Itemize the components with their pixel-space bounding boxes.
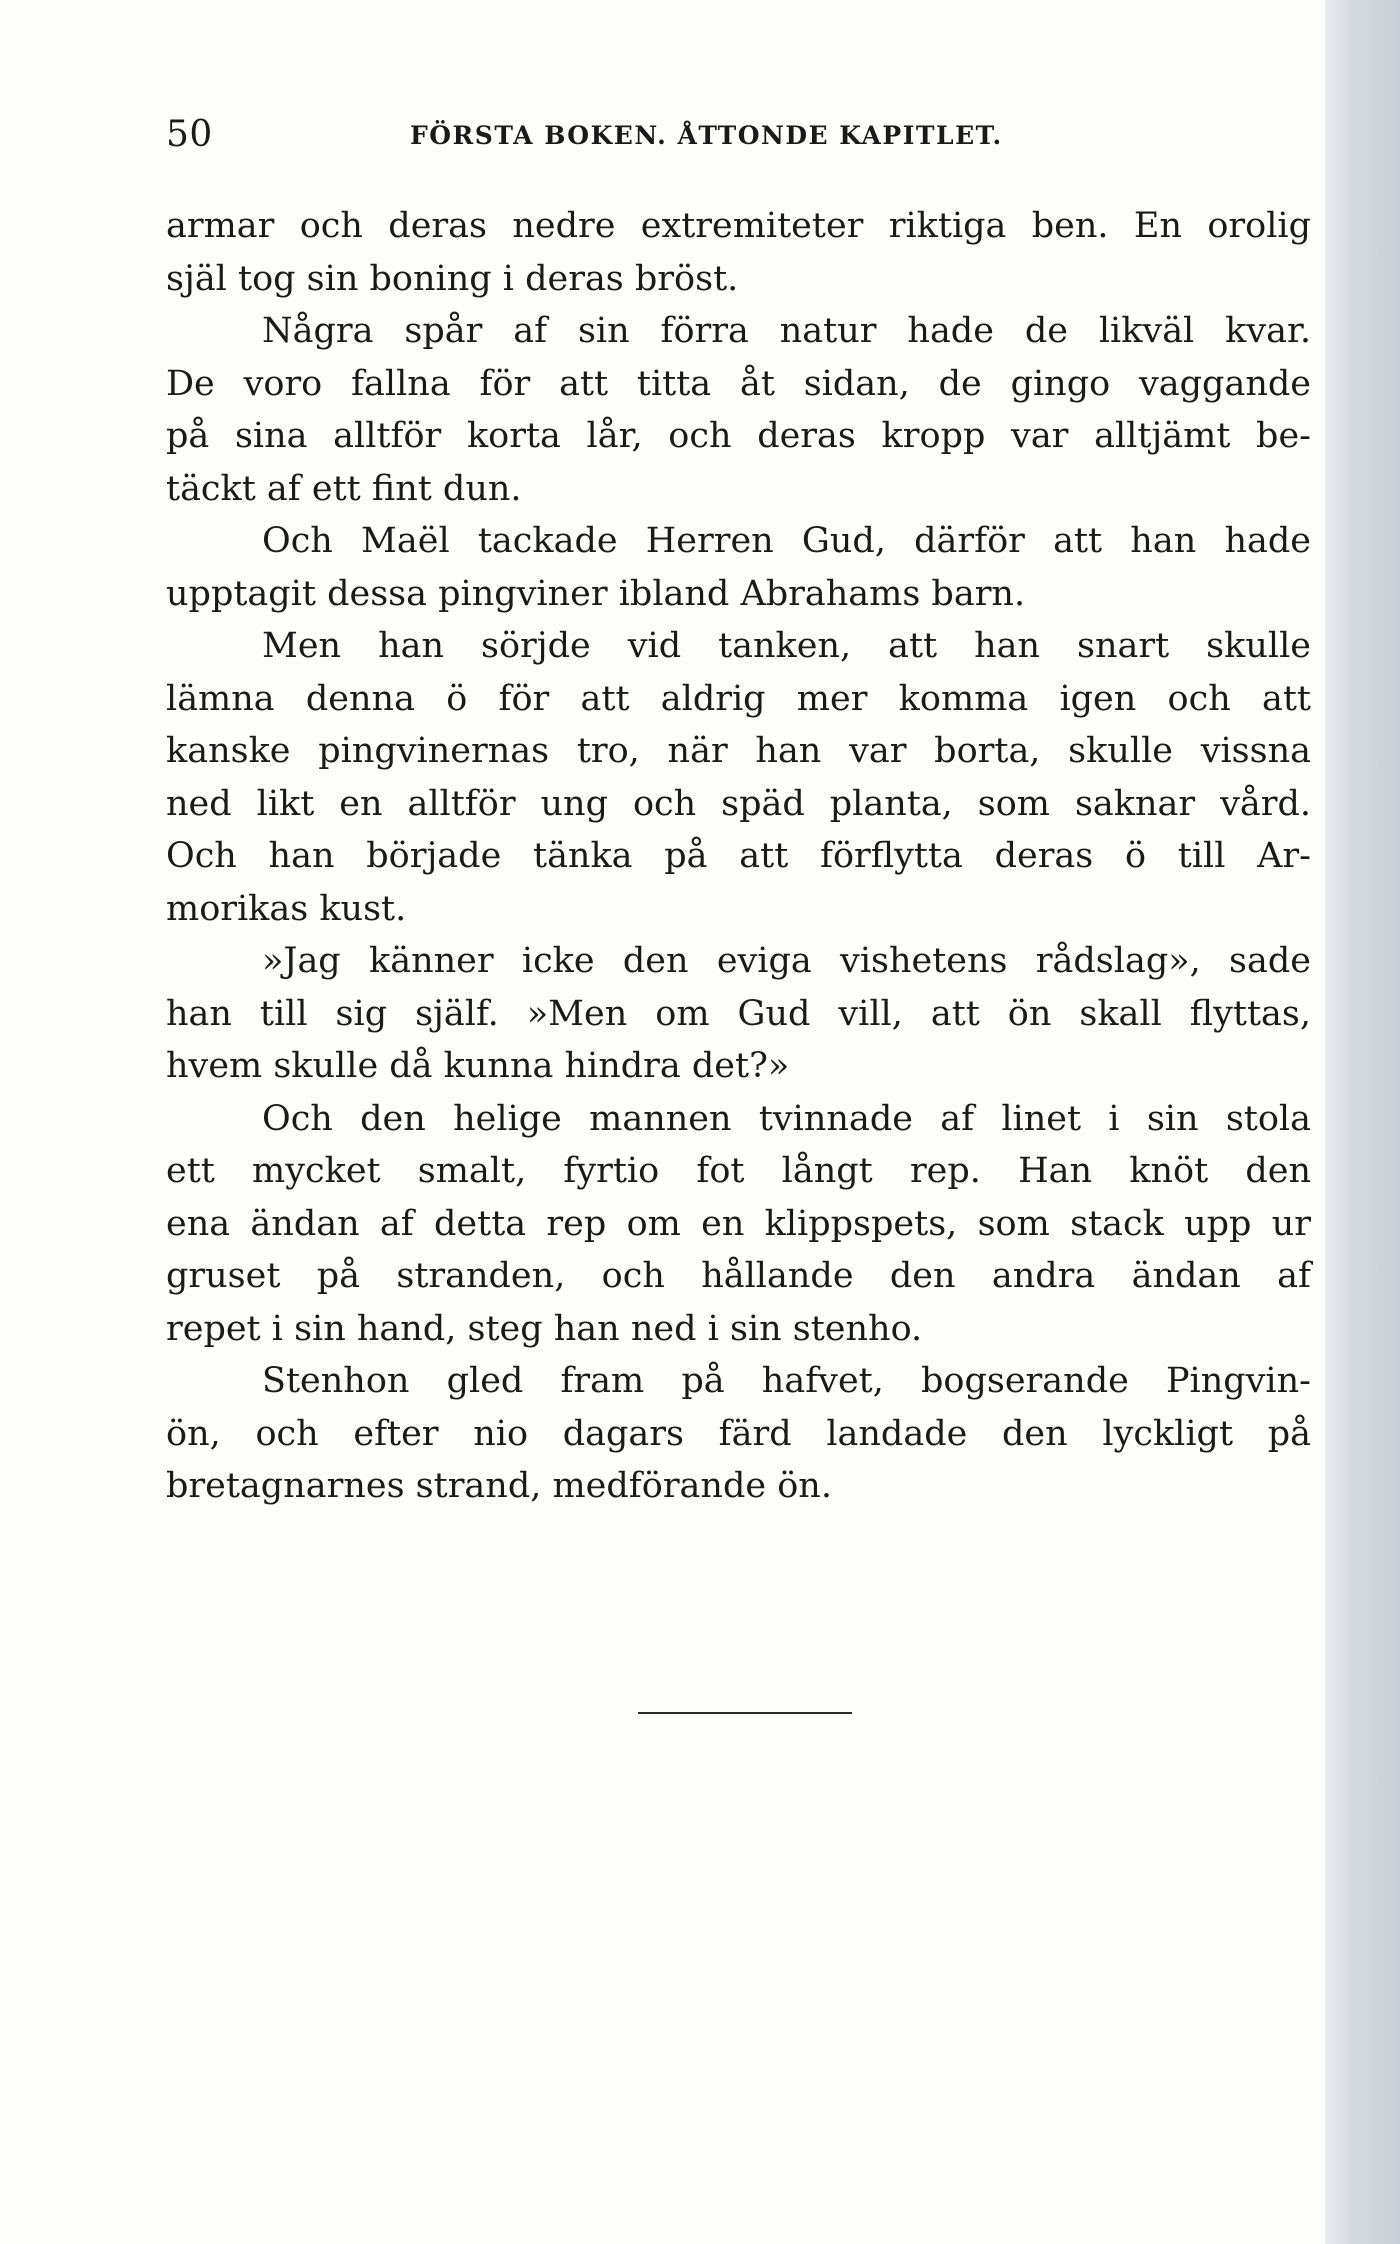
text-line: kanske pingvinernas tro, när han var borta, skulle vissna bbox=[166, 731, 1311, 771]
text-line: Men han sörjde vid tanken, att han snart skulle bbox=[262, 626, 1311, 666]
body-text bbox=[166, 200, 1311, 1513]
text-line: själ tog sin boning i deras bröst. bbox=[166, 258, 739, 299]
text-line: han till sig själf. »Men om Gud vill, att ön skall flyttas, bbox=[166, 993, 1311, 1034]
text-line: ett mycket smalt, fyrtio fot långt rep. Han knöt den bbox=[166, 1151, 1311, 1191]
text-line: gruset på stranden, och hållande den andra ändan af bbox=[166, 1256, 1311, 1296]
text-line: Stenhon gled fram på hafvet, bogserande Pingvin- bbox=[262, 1361, 1311, 1401]
text-line: Några spår af sin förra natur hade de likväl kvar. bbox=[262, 311, 1311, 351]
text-line: på sina alltför korta lår, och deras kropp var alltjämt be- bbox=[166, 416, 1311, 456]
text-line: morikas kust. bbox=[166, 888, 407, 929]
text-line: bretagnarnes strand, medförande ön. bbox=[166, 1466, 832, 1506]
text-line: »Jag känner icke den eviga vishetens rådslag», sade bbox=[262, 941, 1311, 981]
text-line: hvem skulle då kunna hindra det?» bbox=[166, 1046, 790, 1086]
text-line: Och han började tänka på att förflytta deras ö till Ar- bbox=[166, 836, 1311, 876]
text-line: De voro fallna för att titta åt sidan, de gingo vaggande bbox=[166, 363, 1311, 404]
text-line: ena ändan af detta rep om en klippspets, som stack upp ur bbox=[166, 1203, 1311, 1244]
section-divider bbox=[638, 1712, 852, 1714]
text-line: repet i sin hand, steg han ned i sin stenho. bbox=[166, 1308, 923, 1349]
page-header bbox=[166, 110, 1311, 160]
text-line: täckt af ett fint dun. bbox=[166, 468, 522, 509]
text-line: upptagit dessa pingviner ibland Abrahams barn. bbox=[166, 573, 1026, 614]
text-line: Och Maël tackade Herren Gud, därför att han hade bbox=[262, 521, 1311, 561]
text-line: armar och deras nedre extremiteter riktiga ben. En orolig bbox=[166, 206, 1311, 246]
text-line: ned likt en alltför ung och späd planta, som saknar vård. bbox=[166, 783, 1311, 824]
page-edge-shadow bbox=[1325, 0, 1400, 2244]
text-line: ön, och efter nio dagars färd landade den lyckligt på bbox=[166, 1413, 1311, 1454]
text-line: lämna denna ö för att aldrig mer komma igen och att bbox=[166, 678, 1311, 719]
page-number: 50 bbox=[166, 114, 213, 155]
running-head: FÖRSTA BOKEN. ÅTTONDE KAPITLET. bbox=[410, 121, 1003, 150]
text-line: Och den helige mannen tvinnade af linet i sin stola bbox=[262, 1098, 1311, 1139]
